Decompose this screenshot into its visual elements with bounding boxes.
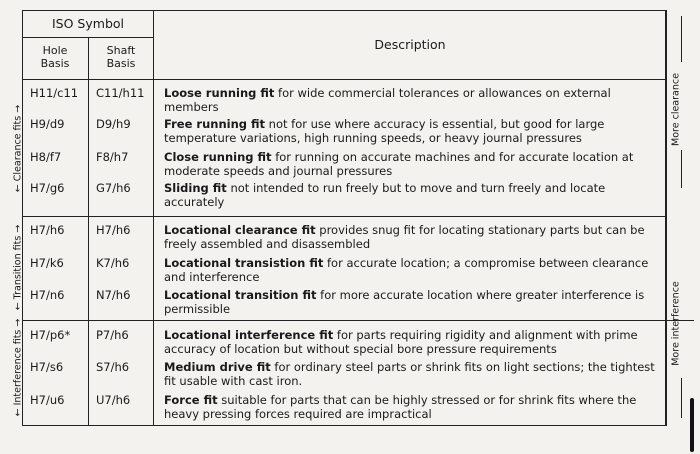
hole-basis-cell: H7/h6	[30, 223, 65, 237]
description-cell	[164, 181, 658, 209]
shaft-basis-cell: H7/h6	[96, 223, 131, 237]
hole-basis-text: Hole Basis	[40, 44, 70, 70]
description-cell	[164, 86, 658, 114]
hole-basis-cell: H7/k6	[30, 256, 64, 270]
hole-basis-cell: H7/p6*	[30, 328, 71, 342]
description-cell	[164, 288, 658, 316]
shaft-basis-cell: U7/h6	[96, 393, 131, 407]
shaft-basis-text: Shaft Basis	[106, 44, 136, 70]
hole-basis-cell: H8/f7	[30, 150, 62, 164]
description-cell	[164, 360, 658, 388]
fit-description: for ordinary steel parts or shrink fits on light sections; the tightest fit usable with cast iron.	[164, 360, 655, 388]
description-cell	[164, 223, 658, 251]
fit-name: Locational interference fit	[164, 328, 334, 342]
shaft-basis-cell: P7/h6	[96, 328, 129, 342]
header-iso-symbol: ISO Symbol	[52, 16, 124, 31]
description-cell	[164, 117, 658, 145]
fit-description: for parts requiring rigidity and alignment with prime accuracy of location but without special bore pressure requirements	[164, 328, 638, 356]
fit-description: not intended to run freely but to move and turn freely and locate accurately	[164, 181, 606, 209]
shaft-basis-cell: F8/h7	[96, 150, 129, 164]
iso-symbol-underline	[22, 37, 154, 38]
hole-basis-cell: H7/s6	[30, 360, 64, 374]
hole-basis-cell: H7/u6	[30, 393, 65, 407]
more-clearance-arrow-line-lower	[681, 150, 682, 188]
hole-basis-cell: H7/g6	[30, 181, 65, 195]
fit-name: Sliding fit	[164, 181, 227, 195]
fit-description: for wide commercial tolerances or allowances on external members	[164, 86, 611, 114]
shaft-basis-cell: D9/h9	[96, 117, 131, 131]
fit-name: Locational clearance fit	[164, 223, 316, 237]
fit-description: for more accurate location where greater interference is permissible	[164, 288, 645, 316]
label-interference-fits: ← Interference fits →	[12, 318, 24, 417]
fit-name: Close running fit	[164, 150, 272, 164]
shaft-basis-cell: K7/h6	[96, 256, 130, 270]
shaft-basis-cell: G7/h6	[96, 181, 131, 195]
description-cell	[164, 150, 658, 178]
fit-name: Locational transistion fit	[164, 256, 324, 270]
label-transition-fits: ← Transition fits →	[12, 224, 24, 311]
label-more-clearance: More clearance	[670, 73, 682, 146]
col-divider-symbol-desc	[153, 10, 154, 426]
hole-basis-cell: H9/d9	[30, 117, 65, 131]
scrollbar-thumb[interactable]	[690, 398, 694, 452]
description-cell	[164, 393, 658, 421]
description-cell	[164, 328, 658, 356]
label-more-interference: More interference	[670, 281, 682, 366]
header-description: Description	[374, 37, 446, 52]
shaft-basis-cell: S7/h6	[96, 360, 130, 374]
description-cell	[164, 256, 658, 284]
hole-basis-cell: H7/n6	[30, 288, 65, 302]
hole-basis-cell: H11/c11	[30, 86, 79, 100]
header-hole-basis	[22, 44, 88, 70]
more-interference-arrow-line	[681, 378, 682, 418]
fit-name: Medium drive fit	[164, 360, 271, 374]
fit-description: suitable for parts that can be highly stressed or for shrink fits where the heavy pressing forces required are impractical	[164, 393, 637, 421]
right-side-divider	[666, 10, 667, 426]
more-clearance-arrow-line	[681, 16, 682, 62]
fit-description: provides snug fit for locating stationary parts but can be freely assembled and disassembled	[164, 223, 645, 251]
fit-name: Force fit	[164, 393, 218, 407]
fit-name: Locational transition fit	[164, 288, 317, 302]
fit-description: for accurate location; a compromise between clearance and interference	[164, 256, 649, 284]
header-shaft-basis	[89, 44, 153, 70]
fit-name: Loose running fit	[164, 86, 275, 100]
fit-description: for running on accurate machines and for accurate location at moderate speeds and journal pressures	[164, 150, 634, 178]
fit-name: Free running fit	[164, 117, 266, 131]
col-divider-hole-shaft	[88, 38, 89, 425]
fit-description: not for use where accuracy is essential, but good for large temperature variations, high running speeds, or heavy journal pressures	[164, 117, 605, 145]
shaft-basis-cell: N7/h6	[96, 288, 131, 302]
shaft-basis-cell: C11/h11	[96, 86, 145, 100]
group-divider-clearance	[22, 216, 666, 217]
header-bottom-line	[22, 79, 666, 80]
group-divider-transition	[22, 320, 694, 321]
label-clearance-fits: ← Clearance fits →	[12, 104, 24, 193]
